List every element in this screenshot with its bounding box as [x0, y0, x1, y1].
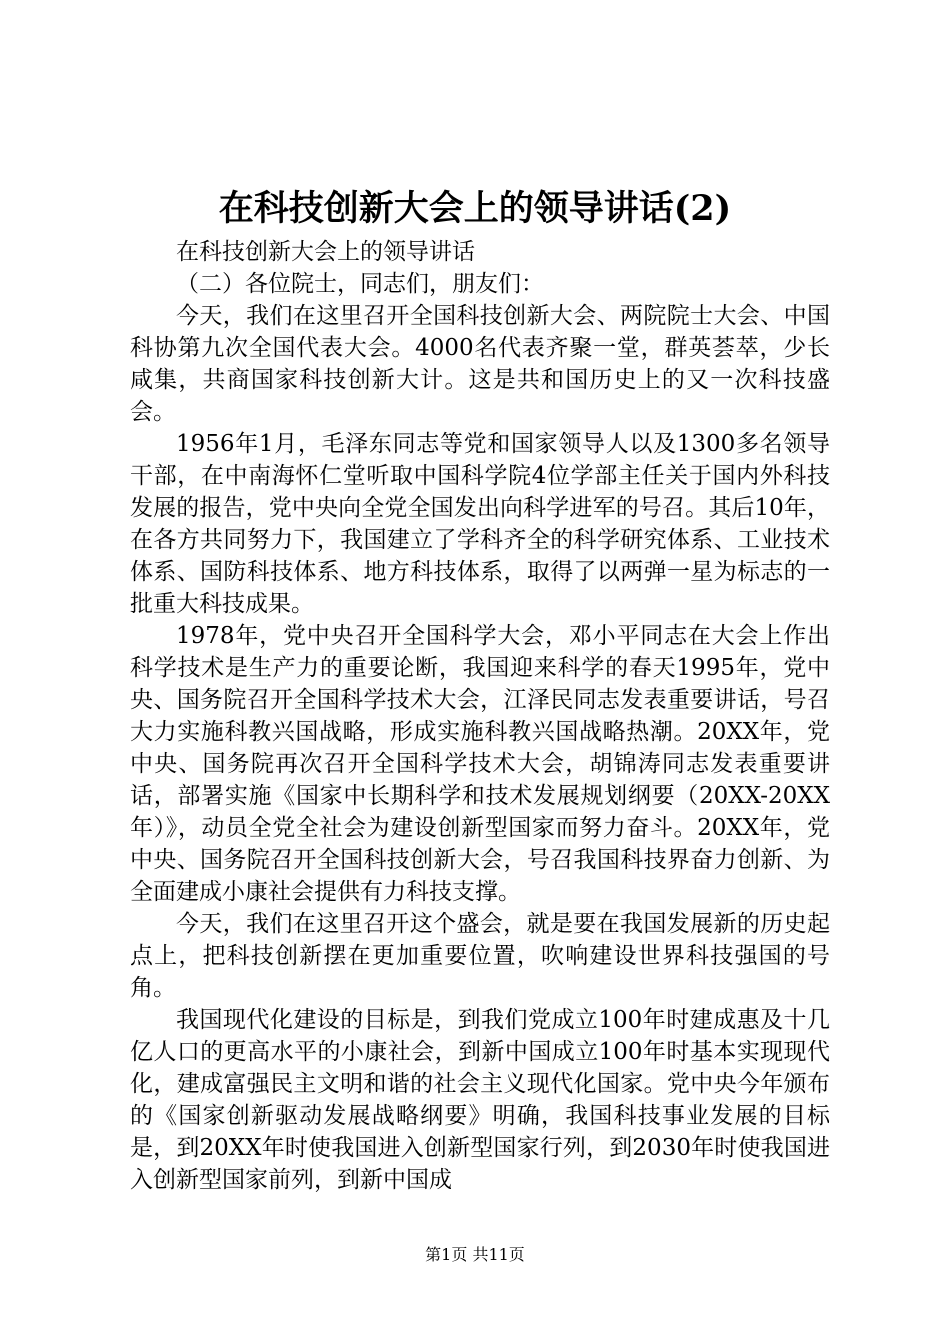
- paragraph: 今天，我们在这里召开这个盛会，就是要在我国发展新的历史起点上，把科技创新摆在更加重要位置，吹响建设世界科技强国的号角。: [130, 911, 830, 1001]
- document-title: 在科技创新大会上的领导讲话(2): [218, 188, 732, 229]
- paragraph-salutation: （二）各位院士，同志们，朋友们：: [176, 271, 544, 297]
- page-number-footer: 第1页 共11页: [425, 1245, 525, 1264]
- paragraph-subtitle: 在科技创新大会上的领导讲话: [176, 239, 475, 265]
- document-body: [130, 236, 830, 1196]
- paragraph: 1978年，党中央召开全国科学大会，邓小平同志在大会上作出科学技术是生产力的重要论断，我国迎来科学的春天1995年，党中央、国务院召开全国科学技术大会，江泽民同志发表重要讲话，号召大力实施科教兴国战略，形成实施科教兴国战略热潮。20XX年，党中央、国务院再次召开全国科学技术大会，胡锦涛同志发表重要讲话，部署实施《国家中长期科学和技术发展规划纲要（20XX-20XX年）》，动员全党全社会为建设创新型国家而努力奋斗。20XX年，党中央、国务院召开全国科技创新大会，号召我国科技界奋力创新、为全面建成小康社会提供有力科技支撑。: [130, 623, 830, 905]
- paragraph: 今天，我们在这里召开全国科技创新大会、两院院士大会、中国科协第九次全国代表大会。4000名代表齐聚一堂，群英荟萃，少长咸集，共商国家科技创新大计。这是共和国历史上的又一次科技盛会。: [130, 303, 830, 425]
- paragraph: 我国现代化建设的目标是，到我们党成立100年时建成惠及十几亿人口的更高水平的小康社会，到新中国成立100年时基本实现现代化，建成富强民主文明和谐的社会主义现代化国家。党中央今年颁布的《国家创新驱动发展战略纲要》明确，我国科技事业发展的目标是，到20XX年时使我国进入创新型国家行列，到2030年时使我国进入创新型国家前列，到新中国成: [130, 1007, 830, 1193]
- paragraph: 1956年1月，毛泽东同志等党和国家领导人以及1300多名领导干部，在中南海怀仁堂听取中国科学院4位学部主任关于国内外科技发展的报告，党中央向全党全国发出向科学进军的号召。其后10年，在各方共同努力下，我国建立了学科齐全的科学研究体系、工业技术体系、国防科技体系、地方科技体系，取得了以两弹一星为标志的一批重大科技成果。: [130, 431, 830, 617]
